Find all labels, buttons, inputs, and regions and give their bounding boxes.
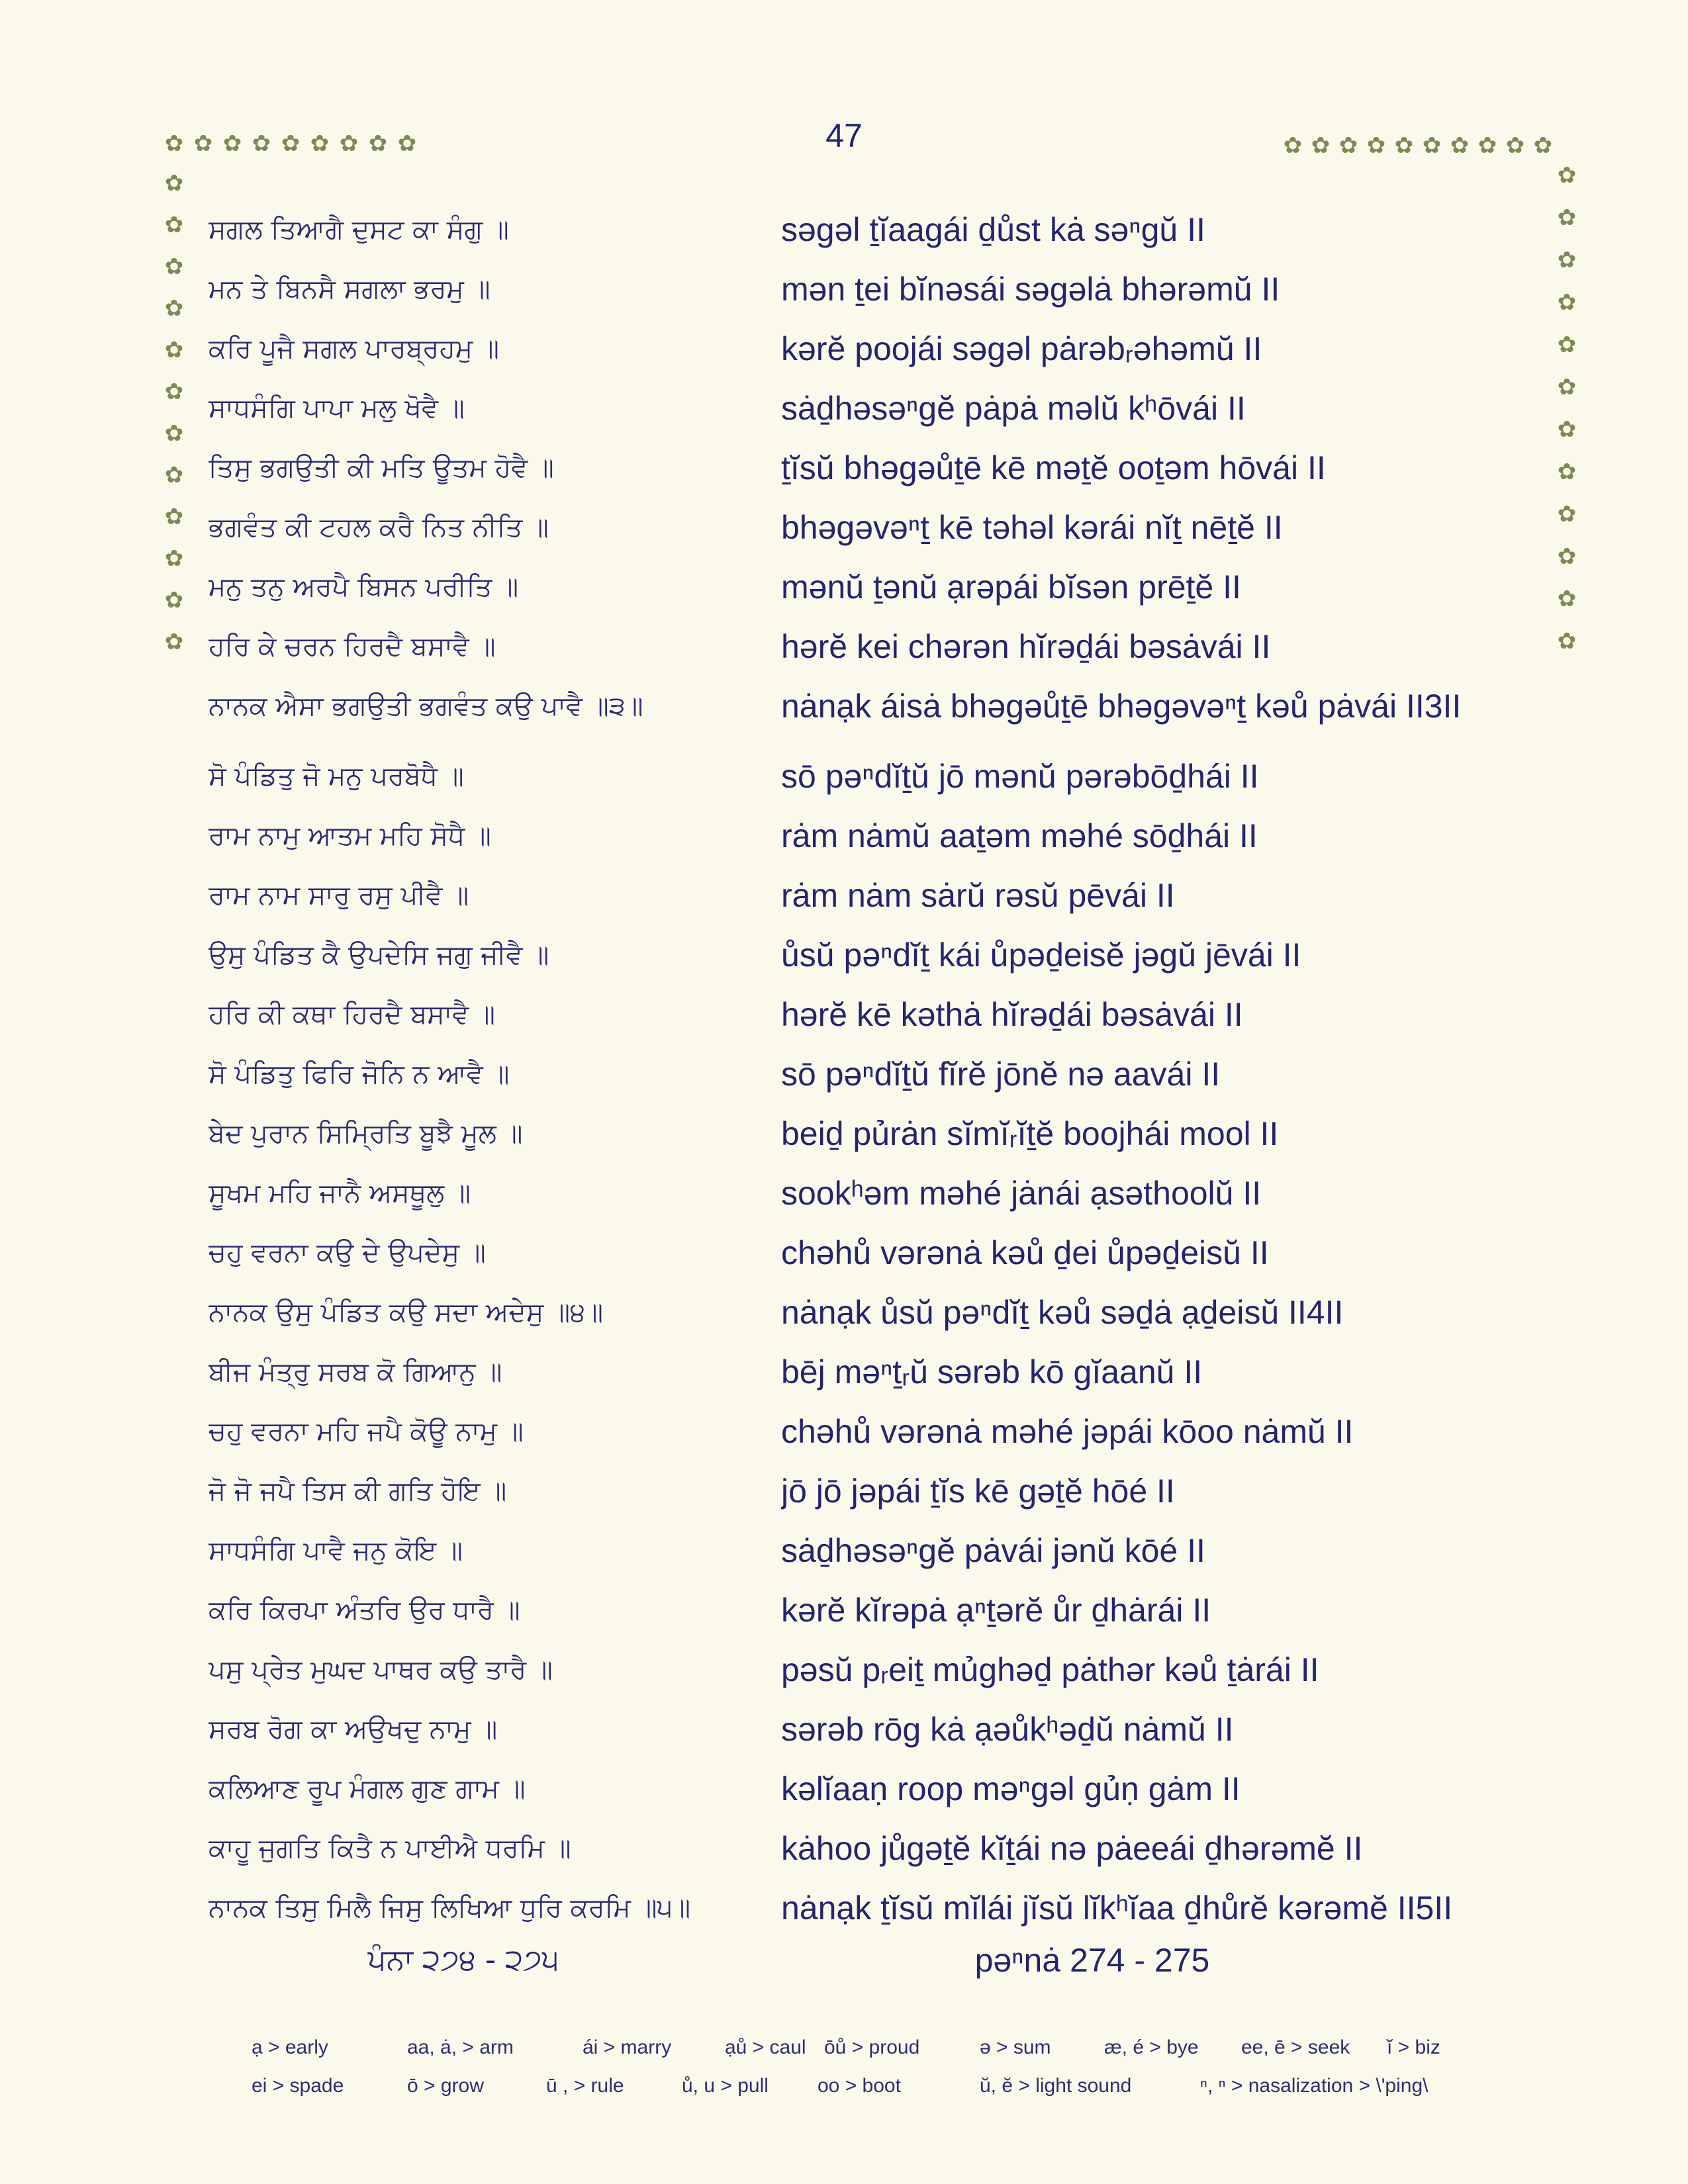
translit-line: beiḏ pủrȧn sĭmĭᵣĭṯĕ boojhái mool II bbox=[781, 1115, 1279, 1152]
flower-ornament-icon: ✿ bbox=[1505, 132, 1525, 159]
translit-line: nȧnạk áisȧ bhəgəůṯē bhəgəvəⁿṯ kəů pȧvái II3II bbox=[781, 688, 1462, 725]
flower-ornament-icon: ✿ bbox=[1557, 459, 1577, 485]
flower-ornament-icon: ✿ bbox=[1557, 543, 1577, 570]
flower-ornament-icon: ✿ bbox=[1450, 132, 1470, 159]
flower-ornament-icon: ✿ bbox=[252, 130, 271, 157]
flower-ornament-icon: ✿ bbox=[164, 253, 184, 280]
flower-ornament-icon: ✿ bbox=[193, 130, 213, 157]
gurmukhi-line: ਨਾਨਕ ਤਿਸੁ ਮਿਲੈ ਜਿਸੁ ਲਿਖਿਆ ਧੁਰਿ ਕਰਮਿ ॥੫॥ bbox=[209, 1893, 691, 1923]
translit-line: pəsŭ pᵣeiṯ mủghəḏ pȧthər kəů ṯȧrái II bbox=[781, 1651, 1319, 1688]
flower-ornament-icon: ✿ bbox=[1422, 132, 1442, 159]
key-entry: ạ > early bbox=[252, 2036, 328, 2058]
gurmukhi-line: ਭਗਵੰਤ ਕੀ ਟਹਲ ਕਰੈ ਨਿਤ ਨੀਤਿ ॥ bbox=[209, 512, 549, 543]
transliteration-column bbox=[781, 200, 1556, 1938]
flower-ornament-icon: ✿ bbox=[1557, 586, 1577, 612]
key-entry: ə > sum bbox=[980, 2036, 1051, 2058]
translit-line: hərĕ kei chərən hĭrəḏái bəsȧvái II bbox=[781, 628, 1271, 665]
flower-ornament-icon: ✿ bbox=[164, 130, 184, 157]
flower-ornament-icon: ✿ bbox=[1338, 132, 1358, 159]
translit-line: kəlĭaaṇ roop məⁿgəl gủṇ gȧm II bbox=[781, 1770, 1241, 1807]
translit-line: ṯĭsŭ bhəgəůṯē kē məṯĕ ooṯəm hōvái II bbox=[781, 449, 1326, 486]
translit-line: nȧnạk ṯĭsŭ mĭlái jĭsŭ lĭkʰĭaa ḏhůrĕ kərəmĕ II5II bbox=[781, 1889, 1453, 1927]
flower-ornament-icon: ✿ bbox=[1477, 132, 1497, 159]
flower-ornament-icon: ✿ bbox=[164, 420, 184, 447]
flower-ornament-icon: ✿ bbox=[164, 379, 184, 405]
gurmukhi-line: ਕਲਿਆਣ ਰੂਪ ਮੰਗਲ ਗੁਣ ਗਾਮ ॥ bbox=[209, 1774, 526, 1804]
flower-ornament-icon: ✿ bbox=[164, 587, 184, 614]
translit-line: chəhů vərənȧ kəů ḏei ůpəḏeisŭ II bbox=[781, 1234, 1269, 1271]
flower-ornament-icon: ✿ bbox=[164, 462, 184, 488]
gurmukhi-line: ਉਸੁ ਪੰਡਿਤ ਕੈ ਉਪਦੇਸਿ ਜਗੁ ਜੀਵੈ ॥ bbox=[209, 940, 549, 970]
key-entry: ů, u > pull bbox=[682, 2075, 769, 2097]
translit-line: rȧm nȧm sȧrŭ rəsŭ pēvái II bbox=[781, 877, 1175, 914]
translit-line: sərəb rōg kȧ ạəůkʰəḏŭ nȧmŭ II bbox=[781, 1711, 1234, 1748]
flower-ornament-icon: ✿ bbox=[164, 504, 184, 530]
gurmukhi-line: ਸਰਬ ਰੋਗ ਕਾ ਅਉਖਦੁ ਨਾਮੁ ॥ bbox=[209, 1714, 498, 1745]
gurmukhi-line: ਮਨ ਤੇ ਬਿਨਸੈ ਸਗਲਾ ਭਰਮੁ ॥ bbox=[209, 274, 491, 304]
key-entry: ōů > proud bbox=[824, 2036, 920, 2058]
flower-ornament-icon: ✿ bbox=[281, 130, 301, 157]
key-entry: ū , > rule bbox=[546, 2075, 624, 2097]
gurmukhi-line: ਹਰਿ ਕੀ ਕਥਾ ਹਿਰਦੈ ਬਸਾਵੈ ॥ bbox=[209, 999, 495, 1030]
flower-ornament-icon: ✿ bbox=[1557, 205, 1577, 231]
gurmukhi-line: ਸੋ ਪੰਡਿਤੁ ਫਿਰਿ ਜੋਨਿ ਨ ਆਵੈ ॥ bbox=[209, 1059, 510, 1089]
translit-line: sō pəⁿdĭṯŭ fĭrĕ jōnĕ nə aavái II bbox=[781, 1056, 1221, 1093]
flower-ornament-icon: ✿ bbox=[368, 130, 388, 157]
gurmukhi-line: ਸਗਲ ਤਿਆਗੈ ਦੁਸਟ ਕਾ ਸੰਗੁ ॥ bbox=[209, 214, 509, 245]
flower-ornament-icon: ✿ bbox=[164, 545, 184, 572]
key-entry: ŭ, ĕ > light sound bbox=[980, 2075, 1132, 2097]
translit-line: mənŭ ṯənŭ ạrəpái bĭsən prēṯĕ II bbox=[781, 569, 1241, 606]
gurmukhi-line: ਰਾਮ ਨਾਮੁ ਆਤਮ ਮਹਿ ਸੋਧੈ ॥ bbox=[209, 821, 491, 851]
flower-ornament-icon: ✿ bbox=[339, 130, 359, 157]
key-entry: ō > grow bbox=[407, 2075, 484, 2097]
gurmukhi-line: ਸੂਖਮ ਮਹਿ ਜਾਨੈ ਅਸਥੂਲੁ ॥ bbox=[209, 1178, 471, 1208]
flower-ornament-icon: ✿ bbox=[397, 130, 417, 157]
gurmukhi-line: ਸੋ ਪੰਡਿਤੁ ਜੋ ਮਨੁ ਪਰਬੋਧੈ ॥ bbox=[209, 761, 464, 792]
flower-ornament-icon: ✿ bbox=[1394, 132, 1414, 159]
gurmukhi-line: ਨਾਨਕ ਐਸਾ ਭਗਉਤੀ ਭਗਵੰਤ ਕਉ ਪਾਵੈ ॥੩॥ bbox=[209, 691, 643, 721]
flower-ornament-icon: ✿ bbox=[1283, 132, 1303, 159]
key-entry: ei > spade bbox=[252, 2075, 344, 2097]
translit-line: sō pəⁿdĭṯŭ jō mənŭ pərəbōḏhái II bbox=[781, 758, 1259, 795]
translit-line: jō jō jəpái ṯĭs kē gəṯĕ hōé II bbox=[781, 1473, 1175, 1510]
gurmukhi-column bbox=[209, 200, 778, 1938]
page-reference-roman: pəⁿnȧ 274 - 275 bbox=[974, 1942, 1210, 1979]
flower-ornament-icon: ✿ bbox=[164, 170, 184, 197]
gurmukhi-line: ਬੀਜ ਮੰਤ੍ਰੁ ਸਰਬ ਕੋ ਗਿਆਨੁ ॥ bbox=[209, 1357, 502, 1387]
gurmukhi-line: ਤਿਸੁ ਭਗਉਤੀ ਕੀ ਮਤਿ ਊਤਮ ਹੋਵੈ ॥ bbox=[209, 453, 554, 483]
flower-ornament-icon: ✿ bbox=[310, 130, 330, 157]
translit-line: hərĕ kē kəthȧ hĭrəḏái bəsȧvái II bbox=[781, 996, 1243, 1033]
translit-line: kərĕ poojái səgəl pȧrəbᵣəhəmŭ II bbox=[781, 330, 1262, 367]
flower-ornament-icon: ✿ bbox=[1557, 416, 1577, 443]
translit-line: bēj məⁿṯᵣŭ sərəb kō gĭaanŭ II bbox=[781, 1353, 1203, 1390]
flower-ornament-icon: ✿ bbox=[222, 130, 242, 157]
translit-line: chəhů vərənȧ məhé jəpái kōoo nȧmŭ II bbox=[781, 1413, 1354, 1450]
flower-ornament-icon: ✿ bbox=[1557, 501, 1577, 527]
flower-ornament-icon: ✿ bbox=[164, 629, 184, 655]
translit-line: sookʰəm məhé jȧnái ạsəthoolŭ II bbox=[781, 1175, 1262, 1212]
translit-line: mən ṯei bĭnəsái səgəlȧ bhərəmŭ II bbox=[781, 271, 1280, 308]
key-entry: ⁿ, ⁿ > nasalization > \'ping\ bbox=[1200, 2075, 1429, 2097]
translit-line: səgəl ṯĭaagái ḏůst kȧ səⁿgŭ II bbox=[781, 211, 1205, 248]
translit-line: sȧḏhəsəⁿgĕ pȧvái jənŭ kōé II bbox=[781, 1532, 1205, 1569]
stanza-gap bbox=[781, 736, 1556, 747]
key-entry: ái > marry bbox=[583, 2036, 672, 2058]
flower-ornament-icon: ✿ bbox=[1366, 132, 1386, 159]
gurmukhi-line: ਪਸੁ ਪ੍ਰੇਤ ਮੁਘਦ ਪਾਥਰ ਕਉ ਤਾਰੈ ॥ bbox=[209, 1655, 553, 1685]
gurmukhi-line: ਨਾਨਕ ਉਸੁ ਪੰਡਿਤ ਕਉ ਸਦਾ ਅਦੇਸੁ ॥੪॥ bbox=[209, 1297, 604, 1328]
translit-line: rȧm nȧmŭ aaṯəm məhé sōḏhái II bbox=[781, 817, 1258, 854]
gurmukhi-line: ਮਨੁ ਤਨੁ ਅਰਪੈ ਬਿਸਨ ਪਰੀਤਿ ॥ bbox=[209, 572, 519, 602]
translit-line: kȧhoo jůgəṯĕ kĭṯái nə pȧeeái ḏhərəmĕ II bbox=[781, 1830, 1363, 1867]
flower-ornament-icon: ✿ bbox=[164, 212, 184, 238]
flower-ornament-icon: ✿ bbox=[1557, 247, 1577, 273]
flower-ornament-icon: ✿ bbox=[1557, 332, 1577, 358]
flower-ornament-icon: ✿ bbox=[1557, 162, 1577, 189]
translit-line: bhəgəvəⁿṯ kē təhəl kərái nĭṯ nēṯĕ II bbox=[781, 509, 1283, 546]
gurmukhi-line: ਚਹੁ ਵਰਨਾ ਮਹਿ ਜਪੈ ਕੋਊ ਨਾਮੁ ॥ bbox=[209, 1416, 524, 1447]
translit-line: nȧnạk ůsŭ pəⁿdĭṯ kəů səḏȧ ạḏeisŭ II4II bbox=[781, 1294, 1344, 1331]
gurmukhi-line: ਸਾਧਸੰਗਿ ਪਾਪਾ ਮਲੁ ਖੋਵੈ ॥ bbox=[209, 393, 465, 424]
gurmukhi-line: ਕਾਹੂ ਜੁਗਤਿ ਕਿਤੈ ਨ ਪਾਈਐ ਧਰਮਿ ॥ bbox=[209, 1833, 571, 1864]
flower-ornament-icon: ✿ bbox=[164, 337, 184, 363]
flower-ornament-icon: ✿ bbox=[164, 295, 184, 322]
translit-line: sȧḏhəsəⁿgĕ pȧpȧ məlŭ kʰōvái II bbox=[781, 390, 1246, 427]
flower-ornament-icon: ✿ bbox=[1557, 628, 1577, 655]
flower-ornament-icon: ✿ bbox=[1557, 374, 1577, 400]
gurmukhi-line: ਰਾਮ ਨਾਮ ਸਾਰੁ ਰਸੁ ਪੀਵੈ ॥ bbox=[209, 880, 469, 911]
translit-line: kərĕ kĭrəpȧ ạⁿṯərĕ ůr ḏhȧrái II bbox=[781, 1592, 1211, 1629]
key-entry: ee, ē > seek bbox=[1241, 2036, 1350, 2058]
stanza-gap bbox=[209, 736, 778, 747]
gurmukhi-line: ਚਹੁ ਵਰਨਾ ਕਉ ਦੇ ਉਪਦੇਸੁ ॥ bbox=[209, 1238, 486, 1268]
key-entry: ĭ > biz bbox=[1387, 2036, 1440, 2058]
key-entry: ạů > caul bbox=[725, 2036, 806, 2058]
flower-ornament-icon: ✿ bbox=[1311, 132, 1331, 159]
gurmukhi-line: ਕਰਿ ਪੂਜੈ ਸਗਲ ਪਾਰਬ੍ਰਹਮੁ ॥ bbox=[209, 334, 499, 364]
gurmukhi-line: ਜੋ ਜੋ ਜਪੈ ਤਿਸ ਕੀ ਗਤਿ ਹੋਇ ॥ bbox=[209, 1476, 507, 1506]
key-entry: æ, é > bye bbox=[1104, 2036, 1199, 2058]
gurmukhi-line: ਸਾਧਸੰਗਿ ਪਾਵੈ ਜਨੁ ਕੋਇ ॥ bbox=[209, 1535, 463, 1566]
page-reference-gurmukhi: ਪੰਨਾ ੨੭੪ - ੨੭੫ bbox=[367, 1943, 559, 1977]
gurmukhi-line: ਬੇਦ ਪੁਰਾਨ ਸਿਮ੍ਰਿਤਿ ਬੂਝੈ ਮੂਲ ॥ bbox=[209, 1118, 523, 1149]
page-number: 47 bbox=[825, 117, 863, 154]
translit-line: ůsŭ pəⁿdĭṯ kái ůpəḏeisĕ jəgŭ jēvái II bbox=[781, 936, 1301, 974]
flower-ornament-icon: ✿ bbox=[1557, 289, 1577, 316]
gurmukhi-line: ਹਰਿ ਕੇ ਚਰਨ ਹਿਰਦੈ ਬਸਾਵੈ ॥ bbox=[209, 631, 496, 662]
gurmukhi-line: ਕਰਿ ਕਿਰਪਾ ਅੰਤਰਿ ਉਰ ਧਾਰੈ ॥ bbox=[209, 1595, 520, 1625]
flower-ornament-icon: ✿ bbox=[1533, 132, 1553, 159]
key-entry: aa, ȧ, > arm bbox=[407, 2036, 514, 2058]
key-entry: oo > boot bbox=[818, 2075, 901, 2097]
